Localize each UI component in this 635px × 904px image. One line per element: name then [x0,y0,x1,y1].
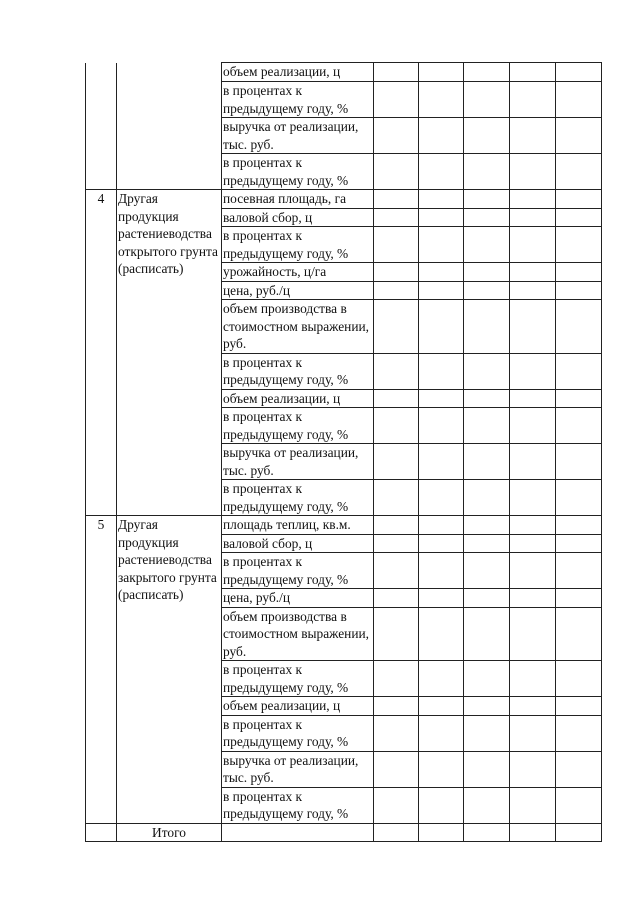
value-cell [464,715,510,751]
value-cell [464,751,510,787]
value-cell [374,516,419,535]
value-cell [419,607,464,661]
value-cell [374,697,419,716]
indicator-cell: цена, руб./ц [222,589,374,608]
value-cell [510,281,556,300]
value-cell [419,227,464,263]
table-row [86,190,602,209]
value-cell [374,823,419,842]
value-cell [464,444,510,480]
empty-cell [86,823,117,842]
indicator-cell: в процентах к предыдущему году, % [222,715,374,751]
value-cell [419,408,464,444]
indicator-cell: объем реализации, ц [222,63,374,82]
indicator-cell: урожайность, ц/га [222,263,374,282]
indicator-cell: посевная площадь, га [222,190,374,209]
value-cell [510,715,556,751]
value-cell [374,553,419,589]
value-cell [556,715,602,751]
value-cell [374,82,419,118]
indicator-cell: в процентах к предыдущему году, % [222,227,374,263]
value-cell [419,281,464,300]
value-cell [510,389,556,408]
value-cell [419,516,464,535]
indicator-cell: в процентах к предыдущему году, % [222,154,374,190]
indicator-cell: в процентах к предыдущему году, % [222,661,374,697]
value-cell [464,787,510,823]
value-cell [419,389,464,408]
value-cell [464,281,510,300]
indicator-cell: цена, руб./ц [222,281,374,300]
total-row [86,823,602,842]
value-cell [556,661,602,697]
value-cell [464,553,510,589]
value-cell [464,661,510,697]
value-cell [556,480,602,516]
indicator-cell: выручка от реализации, тыс. руб. [222,118,374,154]
value-cell [510,190,556,209]
value-cell [556,82,602,118]
product-cell [117,63,222,190]
indicator-cell: в процентах к предыдущему году, % [222,82,374,118]
value-cell [556,697,602,716]
value-cell [464,534,510,553]
value-cell [374,154,419,190]
value-cell [510,63,556,82]
value-cell [374,444,419,480]
value-cell [464,389,510,408]
indicator-cell: в процентах к предыдущему году, % [222,480,374,516]
value-cell [464,63,510,82]
value-cell [510,353,556,389]
value-cell [464,263,510,282]
value-cell [510,589,556,608]
value-cell [556,553,602,589]
value-cell [374,263,419,282]
value-cell [419,82,464,118]
value-cell [556,823,602,842]
value-cell [419,444,464,480]
indicator-cell: объем реализации, ц [222,697,374,716]
value-cell [419,263,464,282]
value-cell [556,208,602,227]
value-cell [510,607,556,661]
value-cell [374,281,419,300]
value-cell [464,697,510,716]
value-cell [419,751,464,787]
value-cell [374,715,419,751]
value-cell [510,516,556,535]
table-body [86,63,602,842]
value-cell [374,408,419,444]
value-cell [464,607,510,661]
value-cell [510,408,556,444]
total-label: Итого [117,823,222,842]
value-cell [464,300,510,354]
value-cell [419,480,464,516]
value-cell [556,263,602,282]
data-table [85,62,602,842]
value-cell [374,607,419,661]
value-cell [556,516,602,535]
value-cell [556,444,602,480]
value-cell [419,118,464,154]
value-cell [374,300,419,354]
value-cell [374,63,419,82]
indicator-cell: объем реализации, ц [222,389,374,408]
value-cell [419,787,464,823]
value-cell [556,353,602,389]
value-cell [556,751,602,787]
indicator-cell: в процентах к предыдущему году, % [222,553,374,589]
value-cell [374,190,419,209]
value-cell [556,607,602,661]
value-cell [419,154,464,190]
value-cell [464,190,510,209]
value-cell [464,823,510,842]
value-cell [419,661,464,697]
value-cell [510,263,556,282]
value-cell [464,353,510,389]
value-cell [556,408,602,444]
value-cell [510,823,556,842]
value-cell [419,353,464,389]
value-cell [510,553,556,589]
value-cell [419,63,464,82]
value-cell [510,227,556,263]
value-cell [419,190,464,209]
indicator-cell: валовой сбор, ц [222,534,374,553]
value-cell [374,534,419,553]
value-cell [556,63,602,82]
indicator-cell: выручка от реализации, тыс. руб. [222,444,374,480]
value-cell [556,281,602,300]
value-cell [510,154,556,190]
value-cell [556,534,602,553]
value-cell [556,227,602,263]
value-cell [510,534,556,553]
value-cell [374,787,419,823]
value-cell [556,787,602,823]
value-cell [510,444,556,480]
indicator-cell [222,823,374,842]
value-cell [419,300,464,354]
table-row [86,516,602,535]
indicator-cell: объем производства в стоимостном выражении, руб. [222,300,374,354]
value-cell [374,208,419,227]
table-row [86,63,602,82]
value-cell [556,118,602,154]
value-cell [556,154,602,190]
value-cell [374,589,419,608]
value-cell [556,589,602,608]
value-cell [556,190,602,209]
value-cell [464,208,510,227]
value-cell [510,208,556,227]
value-cell [464,480,510,516]
value-cell [510,82,556,118]
value-cell [510,661,556,697]
value-cell [419,823,464,842]
value-cell [464,227,510,263]
row-number-cell: 5 [86,516,117,824]
value-cell [510,697,556,716]
indicator-cell: валовой сбор, ц [222,208,374,227]
value-cell [374,480,419,516]
value-cell [510,480,556,516]
value-cell [419,553,464,589]
value-cell [556,389,602,408]
product-cell: Другая продукция растениеводства закрытого грунта (расписать) [117,516,222,824]
indicator-cell: объем производства в стоимостном выражении, руб. [222,607,374,661]
indicator-cell: в процентах к предыдущему году, % [222,787,374,823]
value-cell [374,389,419,408]
value-cell [464,516,510,535]
value-cell [374,353,419,389]
value-cell [464,82,510,118]
value-cell [419,589,464,608]
value-cell [419,697,464,716]
value-cell [374,661,419,697]
indicator-cell: в процентах к предыдущему году, % [222,353,374,389]
value-cell [464,154,510,190]
row-number-cell: 4 [86,190,117,516]
indicator-cell: площадь теплиц, кв.м. [222,516,374,535]
indicator-cell: в процентах к предыдущему году, % [222,408,374,444]
value-cell [419,534,464,553]
row-number-cell [86,63,117,190]
value-cell [510,751,556,787]
value-cell [374,118,419,154]
value-cell [419,715,464,751]
value-cell [374,227,419,263]
product-cell: Другая продукция растениеводства открытого грунта (расписать) [117,190,222,516]
value-cell [556,300,602,354]
value-cell [464,118,510,154]
value-cell [510,300,556,354]
value-cell [464,408,510,444]
value-cell [464,589,510,608]
indicator-cell: выручка от реализации, тыс. руб. [222,751,374,787]
value-cell [419,208,464,227]
value-cell [510,787,556,823]
value-cell [510,118,556,154]
value-cell [374,751,419,787]
